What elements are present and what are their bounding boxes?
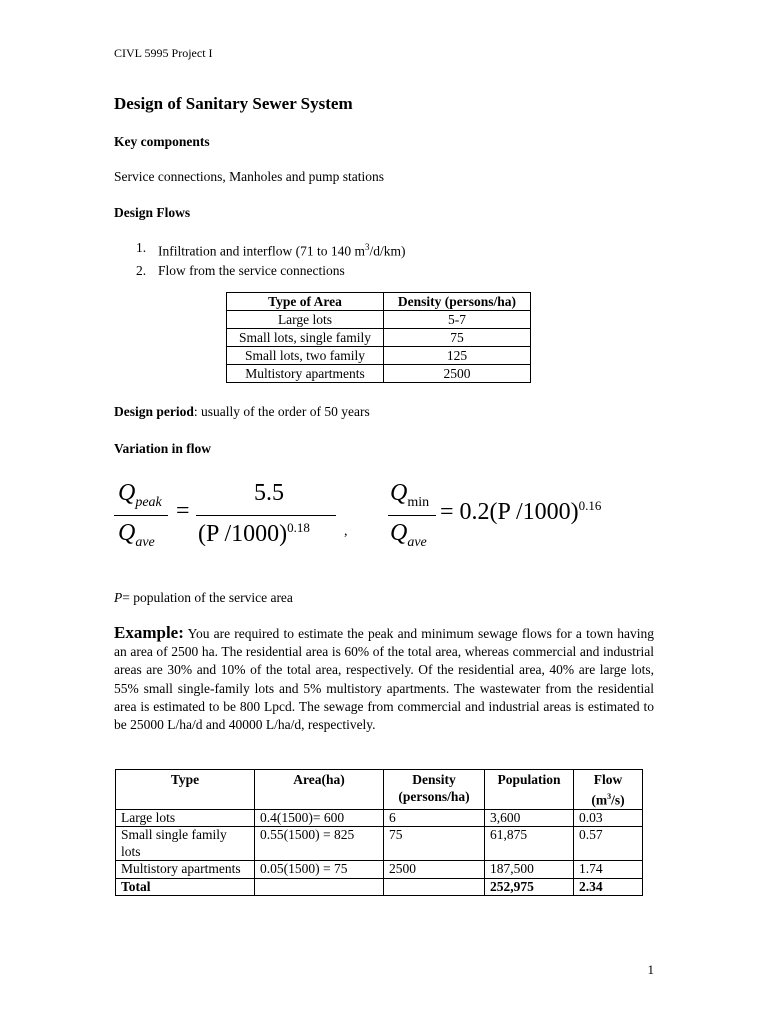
population-definition: P= population of the service area xyxy=(114,590,293,605)
table-cell: 125 xyxy=(384,347,531,365)
key-components-text: Service connections, Manholes and pump stations xyxy=(114,169,384,184)
eq1-rhs-denominator: (P /1000)$^{0.18}$ xyxy=(198,520,310,547)
min-flow-equation xyxy=(388,478,648,558)
example-text: You are required to estimate the peak and minimum sewage flows for a town having an area of 2500 ha. The residential area is 60% of the total area, whereas commercial and industrial areas are 30% and 10% of the total area, respectively. Of the residential area, 40% are large lots, 55% small single-family lots and 5% multistory apartments. The wastewater from the residential area is estimated to be 800 Lpcd. The sewage from commercial and industrial areas is estimated to be 25000 L/ha/d and 40000 L/ha/d, respectively. xyxy=(114,626,655,733)
page-number: 1 xyxy=(647,962,654,977)
design-period-label: Design period xyxy=(114,404,194,419)
table-cell: 0.4(1500)= 600 xyxy=(255,809,384,827)
table-cell: Small single family lots xyxy=(116,827,255,861)
table-cell: 252,975 xyxy=(485,878,574,896)
table-row xyxy=(227,365,531,383)
table-header-cell: Density (persons/ha) xyxy=(384,293,531,311)
eq1-equals: = xyxy=(176,498,190,524)
table-row xyxy=(227,347,531,365)
table-cell: Small lots, two family xyxy=(227,347,384,365)
table-row xyxy=(116,827,643,861)
table-header-cell: Type of Area xyxy=(227,293,384,311)
table-cell: 0.03 xyxy=(574,809,643,827)
eq1-rhs-fraction-bar xyxy=(196,515,336,516)
table-cell: 75 xyxy=(384,827,485,861)
list-text: Flow from the service connections xyxy=(158,262,345,278)
flow-table xyxy=(115,769,643,896)
eq1-rhs-numerator: 5.5 xyxy=(254,480,284,506)
table-cell: Large lots xyxy=(116,809,255,827)
table-row xyxy=(227,329,531,347)
list-number: 2. xyxy=(136,262,147,278)
table-cell: Total xyxy=(116,878,255,896)
table-cell: 187,500 xyxy=(485,861,574,879)
table-total-row xyxy=(116,878,643,896)
example-paragraph xyxy=(114,624,654,734)
eq2-fraction-bar xyxy=(388,515,436,516)
design-flows-heading: Design Flows xyxy=(114,205,191,220)
list-item xyxy=(136,238,405,261)
list-text: Infiltration and interflow (71 to 140 $m^3/d/km$) xyxy=(158,242,406,259)
table-cell: 3,600 xyxy=(485,809,574,827)
table-header-row xyxy=(227,293,531,311)
table-cell: 0.55(1500) = 825 xyxy=(255,827,384,861)
table-row xyxy=(116,861,643,879)
table-cell: 5-7 xyxy=(384,311,531,329)
table-cell: 6 xyxy=(384,809,485,827)
table-cell: 75 xyxy=(384,329,531,347)
density-table xyxy=(226,292,531,383)
eq2-denominator: $Q_{ave}$ xyxy=(390,520,427,550)
eq1-separator: , xyxy=(344,524,348,539)
peak-flow-equation xyxy=(114,478,354,558)
eq2-numerator: $Q_{min}$ xyxy=(390,480,430,510)
table-cell xyxy=(255,878,384,896)
table-cell: Multistory apartments xyxy=(116,861,255,879)
table-cell: 61,875 xyxy=(485,827,574,861)
table-cell: 2.34 xyxy=(574,878,643,896)
key-components-heading: Key components xyxy=(114,134,210,149)
table-row xyxy=(116,809,643,827)
table-header-cell: Type xyxy=(116,770,255,810)
design-flows-list xyxy=(136,238,405,280)
table-cell: Multistory apartments xyxy=(227,365,384,383)
variation-heading: Variation in flow xyxy=(114,441,212,456)
eq2-rhs: = 0.2(P /1000)$^{0.16}$ xyxy=(440,498,602,525)
page-header: CIVL 5995 Project I xyxy=(114,46,213,60)
eq1-fraction-bar xyxy=(114,515,168,516)
table-row xyxy=(227,311,531,329)
table-header-cell: Flow $(m^3/s)$ xyxy=(574,770,643,810)
table-cell: 1.74 xyxy=(574,861,643,879)
table-cell: 0.05(1500) = 75 xyxy=(255,861,384,879)
table-cell: 2500 xyxy=(384,861,485,879)
table-cell: 0.57 xyxy=(574,827,643,861)
table-cell: 2500 xyxy=(384,365,531,383)
table-header-cell: Population xyxy=(485,770,574,810)
list-number: 1. xyxy=(136,240,147,255)
design-period-text: : usually of the order of 50 years xyxy=(193,404,370,419)
table-cell: Small lots, single family xyxy=(227,329,384,347)
example-label: Example: xyxy=(114,623,184,642)
design-period xyxy=(114,404,370,420)
table-header-row xyxy=(116,770,643,810)
table-cell xyxy=(384,878,485,896)
page-title: Design of Sanitary Sewer System xyxy=(114,94,353,113)
eq1-denominator: $Q_{ave}$ xyxy=(118,520,155,550)
table-header-cell: Area(ha) xyxy=(255,770,384,810)
table-cell: Large lots xyxy=(227,311,384,329)
list-item xyxy=(136,261,405,280)
table-header-cell: Density (persons/ha) xyxy=(384,770,485,810)
eq1-numerator: $Q_{peak}$ xyxy=(118,480,162,510)
